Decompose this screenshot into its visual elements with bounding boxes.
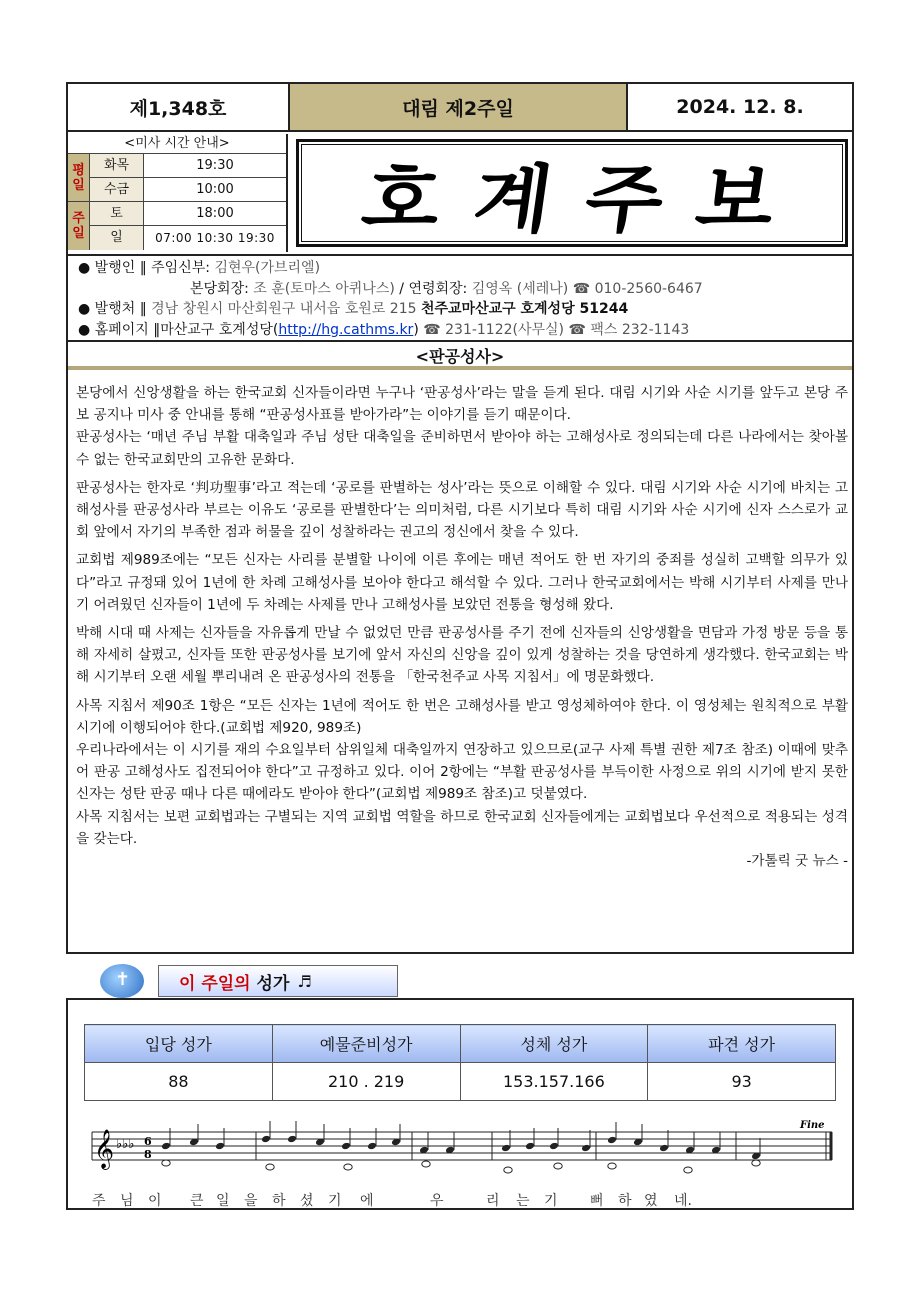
masthead-title: 호계주보 [357,155,815,243]
issue-date: 2024. 12. 8. [676,96,804,118]
weekday-group-label: 평 일 [68,154,90,202]
mass-time: 07:00 10:30 19:30 [155,231,275,245]
pastor-name: 김현우(가브리엘) [214,260,321,276]
note-head [287,1135,297,1144]
article-paragraph: 본당에서 신앙생활을 하는 한국교회 신자들이라면 누구나 ‘판공성사’라는 말을 듣게 된다. 대림 시기와 사순 시기를 앞두고 본당 주보 공지나 미사 중 안내를 통해 “판공성사표를 받아가라”는 이야기를 듣기 때문이다. [76,385,848,424]
lyric-syllable: 는 [516,1193,530,1209]
cross-logo-icon [100,964,144,998]
lyric-syllable: 하 [618,1193,632,1209]
hymn-number: 210 . 219 [272,1063,460,1101]
article-source: -가톨릭 굿 뉴스 - [746,853,848,870]
article-paragraph: 교회법 제989조에는 “모든 신자는 사리를 분별할 나이에 이른 후에는 매년 적어도 한 번 자기의 중죄를 성실히 고백할 의무가 있다”라고 규정돼 있어 1년에 한 차례 고해성사를 보아야 한다고 해석할 수 있다. 그러나 한국교회에서는 박해 시기부터 사제를 만나기 어려웠던 신자들이 1년에 두 차례는 사제를 만나 고해성사를 보았던 전통을 형성해 왔다. [76,552,848,613]
article-body [76,382,848,872]
mass-time: 10:00 [196,182,234,197]
note-head [554,1163,562,1169]
lyric-syllable: 기 [328,1193,342,1209]
masthead-logo [296,139,848,247]
lyric-syllable: 주 [92,1193,106,1209]
fine-mark: Fine [800,1120,825,1131]
header-bar [68,84,852,132]
note-head [501,1144,511,1153]
hymn-frame [66,998,854,1210]
hymn-number: 88 [85,1063,273,1101]
hymn-header: 입당 성가 [85,1025,273,1063]
publisher-info [68,254,852,342]
fax-number: ☎ 팩스 232-1143 [568,321,690,338]
parish-address: 경남 창원시 마산회원구 내서읍 호원로 215 [151,301,417,317]
hymn-section-label [100,964,398,998]
svg-text:♭♭♭: ♭♭♭ [116,1137,135,1152]
mass-row [68,202,286,226]
note-head [607,1136,617,1145]
article-title: <판공성사> [68,344,852,370]
treble-clef-icon: 𝄞 [94,1129,115,1169]
lyric-syllable: 을 [244,1193,258,1209]
elder-president: 김영옥 (세레나) [471,280,569,297]
lyric-syllable: 였 [644,1193,658,1209]
mass-day: 수금 [90,178,144,201]
issue-number: 제1,348호 [68,84,290,130]
homepage-link[interactable]: http://hg.cathms.kr [278,321,414,338]
note-head [266,1164,274,1170]
note-head [215,1142,225,1151]
lyric-syllable: 셨 [300,1193,314,1209]
note-head [525,1142,535,1151]
publisher-line: ● 발행인 ‖ 주임신부: 김현우(가브리엘) [78,260,321,276]
mass-time: 19:30 [196,158,234,173]
note-head [549,1142,559,1151]
mass-row [68,178,286,202]
mass-day: 화목 [90,154,144,177]
music-note-icon: ♬ [297,971,312,991]
lyric-syllable: 우 [430,1193,444,1209]
bulletin-frame [66,82,854,954]
lyric-syllable: 에 [360,1193,374,1209]
homepage-line: ● 홈페이지 ‖마산교구 호계성당(http://hg.cathms.kr) ☎ 231-1122(사무실) ☎ 팩스 232-1143 [78,321,690,338]
hymn-number: 93 [648,1063,836,1101]
svg-text:8: 8 [144,1148,152,1161]
liturgical-week: 대림 제2주일 [290,84,628,130]
elder-phone: ☎ 010-2560-6467 [572,280,703,297]
article-paragraph: 우리나라에서는 이 시기를 재의 수요일부터 삼위일체 대축일까지 연장하고 있으므로(교구 사제 특별 권한 제7조 참조) 이때에 맞추어 판공 고해성사도 집전되어야 한다”고 규정하고 있다. 이어 2항에는 “부활 판공성사를 부득이한 사정으로 위의 시기에 받지 못한 신자는 성탄 판공 때나 다른 때에라도 받아야 한다”(교회법 제989조 참조)고 덧붙였다. [76,742,848,803]
mass-row [68,154,286,178]
lyric-syllable: 이 [148,1193,162,1209]
lyric-syllable: 님 [120,1193,134,1209]
mass-times-table [68,134,288,252]
council-president: 조 훈(토마스 아퀴나스) [253,280,395,297]
mass-day: 토 [90,202,144,225]
lyric-syllable: 기 [544,1193,558,1209]
hymn-lyrics [92,1190,792,1212]
note-head [162,1160,170,1166]
hymn-header: 성체 성가 [460,1025,648,1063]
note-head [422,1161,430,1167]
mass-row [68,226,286,250]
mass-time: 18:00 [196,206,234,221]
svg-text:6: 6 [144,1135,152,1148]
lyric-syllable: 큰 [190,1193,204,1209]
note-head [261,1135,271,1144]
office-line: ● 발행처 ‖ 경남 창원시 마산회원구 내서읍 호원로 215 천주교마산교구 호계성당 51244 [78,301,629,317]
parish-name: 천주교마산교구 호계성당 51244 [420,301,629,317]
note-head [367,1142,377,1151]
hymn-label-box: 이 주일의 성가 ♬ [158,965,398,997]
mass-day: 일 [90,226,144,250]
article-paragraph: 사목 지침서 제90조 1항은 “모든 신자는 1년에 적어도 한 번은 고해성사를 받고 영성체하여야 한다. 이 영성체는 원칙적으로 부활 시기에 이행되어야 한다.(교회법 제920, 989조) [76,697,848,736]
council-line: 본당회장: 조 훈(토마스 아퀴나스) / 연령회장: 김영옥 (세레나) ☎ 010-2560-6467 [190,280,703,297]
lyric-syllable: 네. [674,1193,692,1209]
lyric-syllable: 하 [272,1193,286,1209]
note-head [581,1144,591,1153]
note-head [659,1144,669,1153]
article-paragraph: 사목 지침서는 보편 교회법과는 구별되는 지역 교회법 역할을 하므로 한국교회 신자들에게는 교회법보다 우선적으로 적용되는 성격을 갖는다. [76,808,848,847]
note-head [341,1142,351,1151]
lyric-syllable: 뻐 [590,1193,604,1209]
lyric-syllable: 일 [216,1193,230,1209]
sunday-group-label: 주 일 [68,202,90,250]
note-head [504,1167,512,1173]
article-paragraph: 판공성사는 한자로 ‘判功聖事’라고 적는데 ‘공로를 판별하는 성사’라는 뜻으로 이해할 수 있다. 대림 시기와 사순 시기에 바치는 고해성사를 판공성사라 부르는 이유도 ‘공로를 판별한다’는 의미처럼, 다른 시기보다 특히 대림 시기와 사순 시기에 신자 스스로가 교회 앞에서 자기의 부족한 점과 허물을 깊이 성찰하라는 권고의 정신에서 찾을 수 있다. [76,479,848,541]
note-head [161,1142,171,1151]
hymn-header: 예물준비성가 [272,1025,460,1063]
note-head [344,1164,352,1170]
article-paragraph: 박해 시대 때 사제는 신자들을 자유롭게 만날 수 없었던 만큼 판공성사를 주기 전에 신자들의 신앙생활을 면담과 가정 방문 등을 통해 자세히 살폈고, 신자들 또한 판공성사를 보기에 앞서 자신의 신앙을 깊이 있게 성찰하는 것을 당연하게 생각했다. 한국교회는 박해 시기부터 오랜 세월 뿌리내려 온 판공성사의 전통을 「한국천주교 사목 지침서」에 명문화했다. [76,625,848,686]
article-paragraph: 판공성사는 ‘매년 주님 부활 대축일과 주님 성탄 대축일을 준비하면서 받아야 하는 고해성사로 정의되는데 다른 나라에서는 찾아볼 수 없는 한국교회만의 고유한 문화다. [76,429,848,468]
hymn-number: 153.157.166 [460,1063,648,1101]
hymn-table [84,1024,836,1101]
lyric-syllable: 리 [486,1193,500,1209]
hymn-header: 파견 성가 [648,1025,836,1063]
mass-times-caption: <미사 시간 안내> [68,134,286,154]
note-head [684,1167,692,1173]
office-phone: ☎ 231-1122(사무실) [423,321,565,338]
note-head [752,1160,760,1166]
note-head [608,1163,616,1169]
